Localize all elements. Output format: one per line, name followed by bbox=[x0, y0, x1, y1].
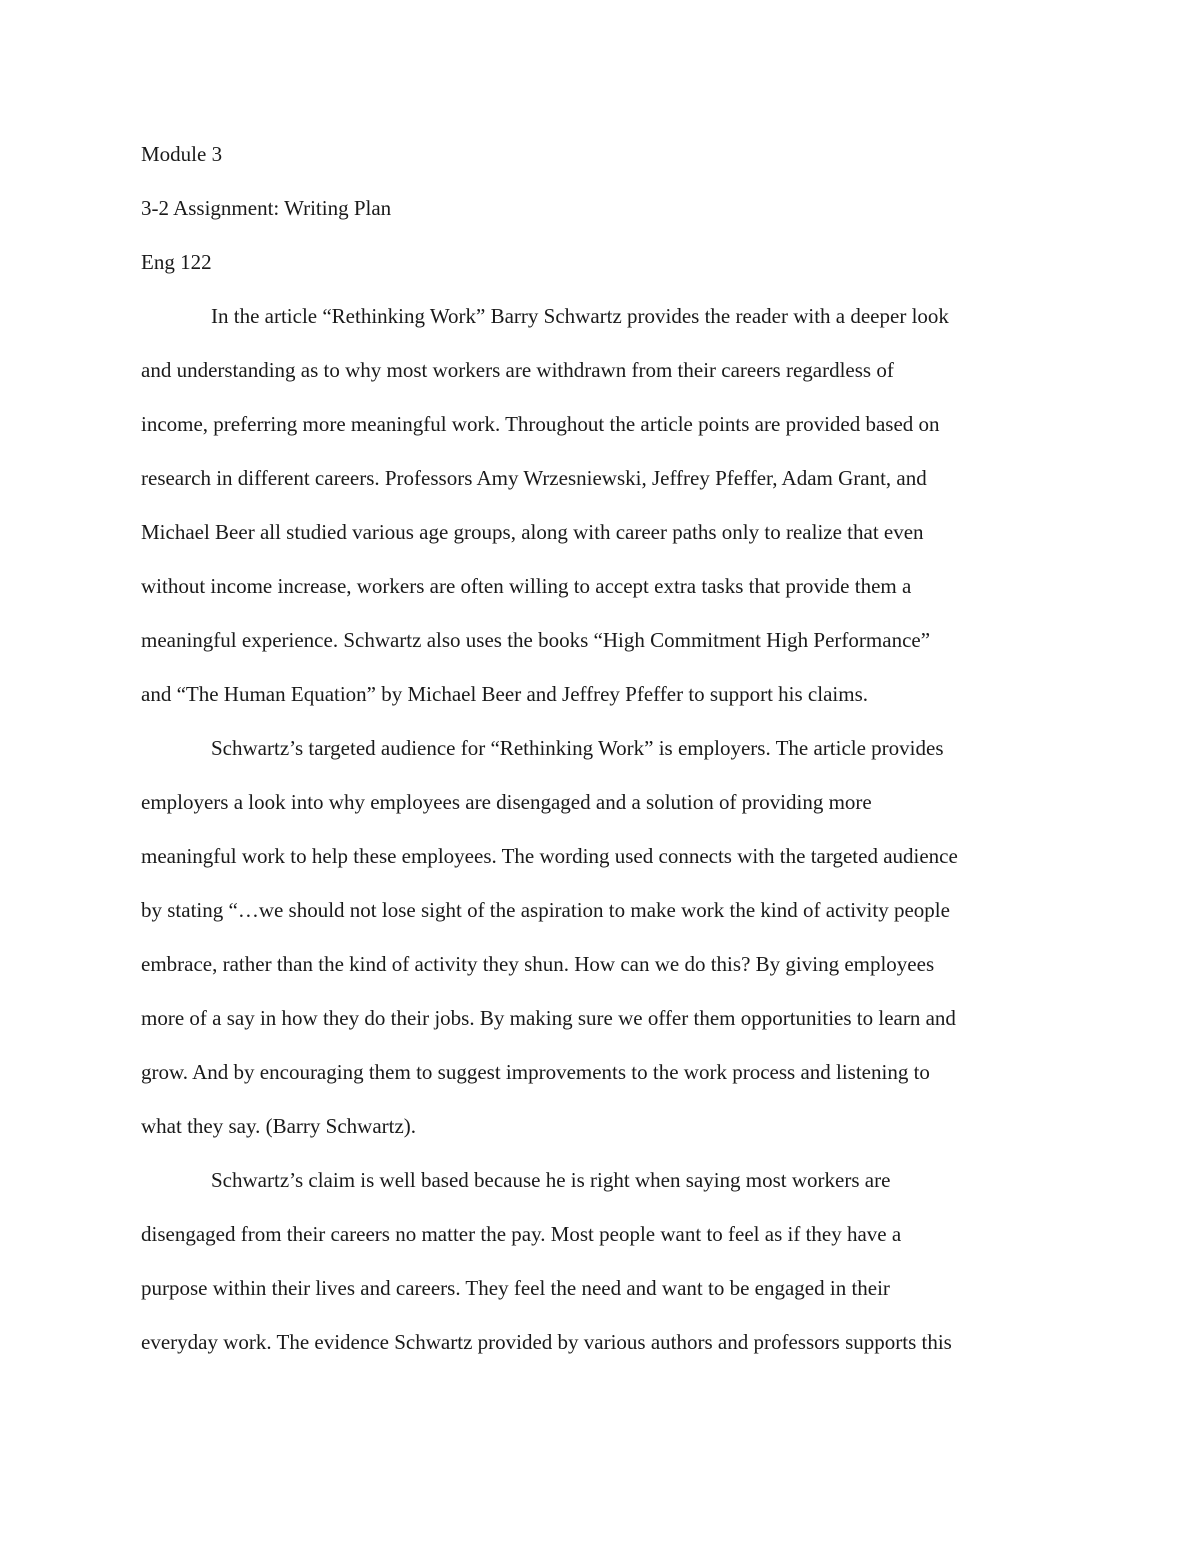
text-line: purpose within their lives and careers. They feel the need and want to be engaged in their bbox=[141, 1276, 890, 1300]
text-line: without income increase, workers are often willing to accept extra tasks that provide them a bbox=[141, 574, 912, 598]
module-heading: Module 3 bbox=[141, 142, 223, 166]
course-heading: Eng 122 bbox=[141, 250, 212, 274]
text-line: more of a say in how they do their jobs. By making sure we offer them opportunities to learn and bbox=[141, 1006, 956, 1030]
document-body bbox=[141, 127, 1061, 1369]
text-line: Schwartz’s claim is well based because he is right when saying most workers are bbox=[211, 1168, 891, 1192]
text-line: disengaged from their careers no matter the pay. Most people want to feel as if they have a bbox=[141, 1222, 902, 1246]
paragraph-1 bbox=[141, 289, 1061, 721]
text-line: Schwartz’s targeted audience for “Rethinking Work” is employers. The article provides bbox=[211, 736, 944, 760]
text-line: Michael Beer all studied various age groups, along with career paths only to realize that even bbox=[141, 520, 924, 544]
paragraph-2 bbox=[141, 721, 1061, 1153]
text-line: grow. And by encouraging them to suggest improvements to the work process and listening to bbox=[141, 1060, 930, 1084]
text-line: research in different careers. Professors Amy Wrzesniewski, Jeffrey Pfeffer, Adam Grant, and bbox=[141, 466, 927, 490]
text-line: and understanding as to why most workers are withdrawn from their careers regardless of bbox=[141, 358, 894, 382]
text-line: what they say. (Barry Schwartz). bbox=[141, 1114, 417, 1138]
text-line: embrace, rather than the kind of activity they shun. How can we do this? By giving employees bbox=[141, 952, 935, 976]
text-line: everyday work. The evidence Schwartz provided by various authors and professors supports this bbox=[141, 1330, 952, 1354]
text-line: and “The Human Equation” by Michael Beer and Jeffrey Pfeffer to support his claims. bbox=[141, 682, 869, 706]
assignment-heading: 3-2 Assignment: Writing Plan bbox=[141, 196, 392, 220]
text-line: meaningful experience. Schwartz also uses the books “High Commitment High Performance” bbox=[141, 628, 931, 652]
paragraph-3 bbox=[141, 1153, 1061, 1369]
text-line: In the article “Rethinking Work” Barry Schwartz provides the reader with a deeper look bbox=[211, 304, 949, 328]
text-line: by stating “…we should not lose sight of the aspiration to make work the kind of activity people bbox=[141, 898, 950, 922]
text-line: meaningful work to help these employees. The wording used connects with the targeted audience bbox=[141, 844, 958, 868]
text-line: income, preferring more meaningful work. Throughout the article points are provided based on bbox=[141, 412, 940, 436]
text-line: employers a look into why employees are disengaged and a solution of providing more bbox=[141, 790, 872, 814]
